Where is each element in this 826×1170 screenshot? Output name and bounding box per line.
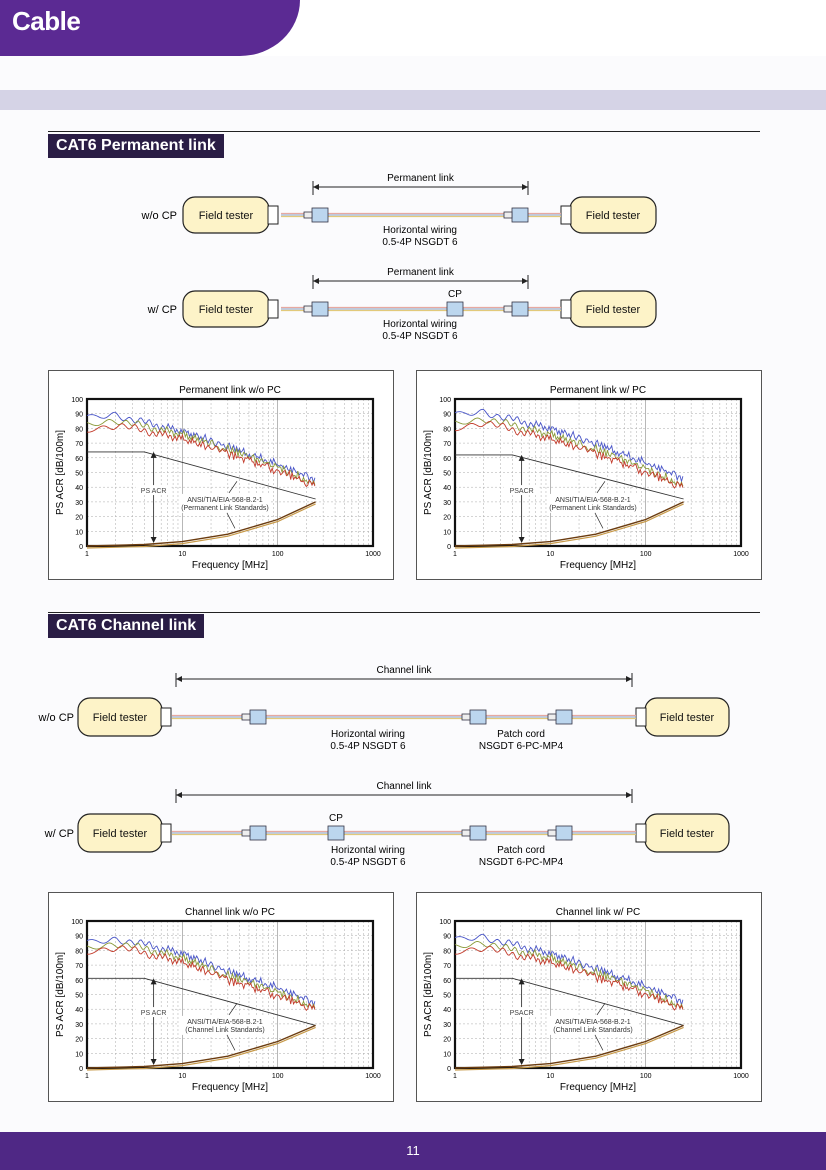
standard-label: ANSI/TIA/EIA-568-B.2-1: [187, 1018, 263, 1026]
chart-frame: [416, 892, 762, 1102]
y-tick-label: 10: [75, 529, 83, 537]
connector-plug: [504, 212, 512, 218]
x-axis-label: Frequency [MHz]: [559, 1082, 637, 1093]
plot-area: [455, 399, 741, 546]
y-tick-label: 100: [439, 397, 451, 404]
x-tick-label: 1000: [365, 1073, 381, 1080]
standard-label: ANSI/TIA/EIA-568-B.2-1: [187, 496, 263, 504]
patch-cord-label: Patch cord: [497, 845, 545, 856]
connector: [250, 826, 266, 840]
y-tick-label: 0: [79, 1066, 83, 1073]
field-tester-label: Field tester: [585, 304, 641, 316]
y-tick-label: 0: [447, 1066, 451, 1073]
y-tick-label: 50: [443, 992, 451, 1000]
y-tick-label: 70: [75, 963, 83, 971]
connector: [470, 826, 486, 840]
connector: [312, 208, 328, 222]
x-tick-label: 10: [546, 1073, 555, 1080]
chart-frame: [416, 370, 762, 580]
arrow-head: [313, 278, 319, 284]
y-tick-label: 30: [443, 1021, 451, 1029]
wiring-label: Horizontal wiring: [331, 729, 405, 740]
x-tick-label: 1: [453, 551, 457, 558]
arrow-head: [626, 676, 632, 682]
arrow-head: [626, 792, 632, 798]
tester-port: [268, 300, 278, 318]
y-axis-label: PS ACR [dB/100m]: [55, 951, 66, 1038]
page-number: 11: [406, 1143, 420, 1158]
connector: [556, 826, 572, 840]
chart-permanent-w-pc: [417, 371, 761, 579]
y-tick-label: 70: [443, 441, 451, 449]
link-label: Channel link: [376, 781, 432, 792]
x-tick-label: 1000: [733, 551, 749, 558]
y-axis-label: PS ACR [dB/100m]: [423, 951, 434, 1038]
y-tick-label: 30: [75, 499, 83, 507]
connector-plug: [304, 306, 312, 312]
tester-port: [636, 824, 646, 842]
field-tester-label: Field tester: [659, 712, 715, 724]
connector-plug: [462, 714, 470, 720]
wiring-label: Horizontal wiring: [383, 319, 457, 330]
permanent-link-diagrams: [0, 165, 826, 355]
psacr-label: PSACR: [509, 1010, 534, 1018]
y-tick-label: 30: [443, 499, 451, 507]
y-tick-label: 50: [75, 992, 83, 1000]
psacr-label: PSACR: [509, 488, 534, 496]
x-axis-label: Frequency [MHz]: [559, 560, 637, 571]
connector: [512, 302, 528, 316]
connector-plug: [304, 212, 312, 218]
plot-area: [87, 399, 373, 546]
y-tick-label: 60: [443, 977, 451, 985]
x-tick-label: 1000: [733, 1073, 749, 1080]
field-tester-label: Field tester: [92, 828, 148, 840]
y-tick-label: 50: [443, 470, 451, 478]
y-tick-label: 60: [75, 455, 83, 463]
y-tick-label: 80: [443, 948, 451, 956]
y-tick-label: 80: [75, 426, 83, 434]
y-tick-label: 50: [75, 470, 83, 478]
y-tick-label: 80: [75, 948, 83, 956]
y-tick-label: 90: [75, 411, 83, 419]
connector-plug: [548, 714, 556, 720]
diagram-label: w/ CP: [147, 304, 177, 316]
arrow-head: [176, 676, 182, 682]
connector-plug: [504, 306, 512, 312]
field-tester-label: Field tester: [659, 828, 715, 840]
decorative-stripe: [0, 90, 826, 110]
arrow-head: [522, 278, 528, 284]
cp-label: CP: [448, 289, 462, 300]
y-tick-label: 60: [443, 455, 451, 463]
connector: [556, 710, 572, 724]
field-tester-label: Field tester: [198, 304, 254, 316]
standard-label: (Channel Link Standards): [553, 1026, 633, 1034]
connector-plug: [242, 830, 250, 836]
y-tick-label: 40: [75, 485, 83, 493]
y-tick-label: 10: [443, 529, 451, 537]
chart-frame: [48, 370, 394, 580]
arrow-head: [522, 184, 528, 190]
connector: [250, 710, 266, 724]
y-axis-label: PS ACR [dB/100m]: [423, 429, 434, 516]
patch-cord-spec: NSGDT 6-PC-MP4: [478, 741, 564, 752]
arrow-head: [313, 184, 319, 190]
link-label: Permanent link: [387, 173, 454, 184]
section-title-channel: CAT6 Channel link: [48, 614, 204, 638]
field-tester-label: Field tester: [92, 712, 148, 724]
x-tick-label: 1: [85, 551, 89, 558]
y-tick-label: 90: [443, 933, 451, 941]
connector: [512, 208, 528, 222]
connector-plug: [548, 830, 556, 836]
y-tick-label: 10: [443, 1051, 451, 1059]
x-axis-label: Frequency [MHz]: [191, 1082, 269, 1093]
cp-label: CP: [329, 813, 343, 824]
chart-title: Channel link w/ PC: [555, 907, 641, 918]
y-tick-label: 10: [75, 1051, 83, 1059]
standard-label: ANSI/TIA/EIA-568-B.2-1: [555, 1018, 631, 1026]
y-tick-label: 60: [75, 977, 83, 985]
y-tick-label: 20: [75, 514, 83, 522]
y-axis-label: PS ACR [dB/100m]: [55, 429, 66, 516]
arrow-head: [176, 792, 182, 798]
chart-channel-w-pc: [417, 893, 761, 1101]
section-rule: [48, 131, 760, 132]
patch-cord-label: Patch cord: [497, 729, 545, 740]
standard-label: (Channel Link Standards): [185, 1026, 265, 1034]
chart-channel-wo-pc: [49, 893, 393, 1101]
cp-connector: [328, 826, 344, 840]
x-tick-label: 1000: [365, 551, 381, 558]
wiring-spec: 0.5-4P NSGDT 6: [330, 857, 406, 868]
connector-plug: [462, 830, 470, 836]
field-tester-label: Field tester: [198, 210, 254, 222]
y-tick-label: 80: [443, 426, 451, 434]
connector: [470, 710, 486, 724]
y-tick-label: 20: [443, 1036, 451, 1044]
diagram-label: w/o CP: [141, 210, 177, 222]
page-title: Cable: [12, 6, 81, 36]
x-tick-label: 10: [546, 551, 555, 558]
y-tick-label: 20: [443, 514, 451, 522]
y-tick-label: 40: [443, 1007, 451, 1015]
x-tick-label: 100: [271, 1073, 284, 1080]
psacr-label: PS ACR: [140, 488, 167, 496]
field-tester-label: Field tester: [585, 210, 641, 222]
chart-title: Permanent link w/ PC: [549, 385, 647, 396]
wiring-spec: 0.5-4P NSGDT 6: [382, 237, 458, 248]
chart-title: Permanent link w/o PC: [179, 385, 281, 396]
y-tick-label: 20: [75, 1036, 83, 1044]
cp-connector: [447, 302, 463, 316]
channel-link-diagrams: [0, 655, 826, 875]
tester-port: [161, 824, 171, 842]
wiring-spec: 0.5-4P NSGDT 6: [330, 741, 406, 752]
standard-label: (Permanent Link Standards): [549, 504, 637, 512]
tester-port: [268, 206, 278, 224]
wiring-spec: 0.5-4P NSGDT 6: [382, 331, 458, 342]
chart-frame: [48, 892, 394, 1102]
y-tick-label: 70: [443, 963, 451, 971]
tester-port: [561, 300, 571, 318]
section-title-permanent: CAT6 Permanent link: [48, 134, 224, 158]
connector: [312, 302, 328, 316]
x-tick-label: 1: [85, 1073, 89, 1080]
x-tick-label: 10: [178, 1073, 187, 1080]
y-tick-label: 100: [71, 919, 83, 926]
standard-label: (Permanent Link Standards): [181, 504, 269, 512]
y-tick-label: 0: [79, 544, 83, 551]
connector-plug: [242, 714, 250, 720]
x-tick-label: 100: [271, 551, 284, 558]
x-tick-label: 100: [639, 551, 652, 558]
standard-label: ANSI/TIA/EIA-568-B.2-1: [555, 496, 631, 504]
x-tick-label: 10: [178, 551, 187, 558]
tester-port: [161, 708, 171, 726]
plot-area: [455, 921, 741, 1068]
wiring-label: Horizontal wiring: [383, 225, 457, 236]
psacr-label: PS ACR: [140, 1010, 167, 1018]
section-rule: [48, 612, 760, 613]
y-tick-label: 40: [75, 1007, 83, 1015]
x-tick-label: 100: [639, 1073, 652, 1080]
y-tick-label: 70: [75, 441, 83, 449]
diagram-label: w/ CP: [44, 828, 74, 840]
x-tick-label: 1: [453, 1073, 457, 1080]
chart-title: Channel link w/o PC: [184, 907, 276, 918]
y-tick-label: 30: [75, 1021, 83, 1029]
x-axis-label: Frequency [MHz]: [191, 560, 269, 571]
plot-area: [87, 921, 373, 1068]
link-label: Channel link: [376, 665, 432, 676]
y-tick-label: 90: [75, 933, 83, 941]
y-tick-label: 100: [71, 397, 83, 404]
y-tick-label: 40: [443, 485, 451, 493]
diagram-label: w/o CP: [38, 712, 74, 724]
tester-port: [561, 206, 571, 224]
y-tick-label: 90: [443, 411, 451, 419]
y-tick-label: 100: [439, 919, 451, 926]
patch-cord-spec: NSGDT 6-PC-MP4: [478, 857, 564, 868]
chart-permanent-wo-pc: [49, 371, 393, 579]
wiring-label: Horizontal wiring: [331, 845, 405, 856]
tester-port: [636, 708, 646, 726]
y-tick-label: 0: [447, 544, 451, 551]
link-label: Permanent link: [387, 267, 454, 278]
